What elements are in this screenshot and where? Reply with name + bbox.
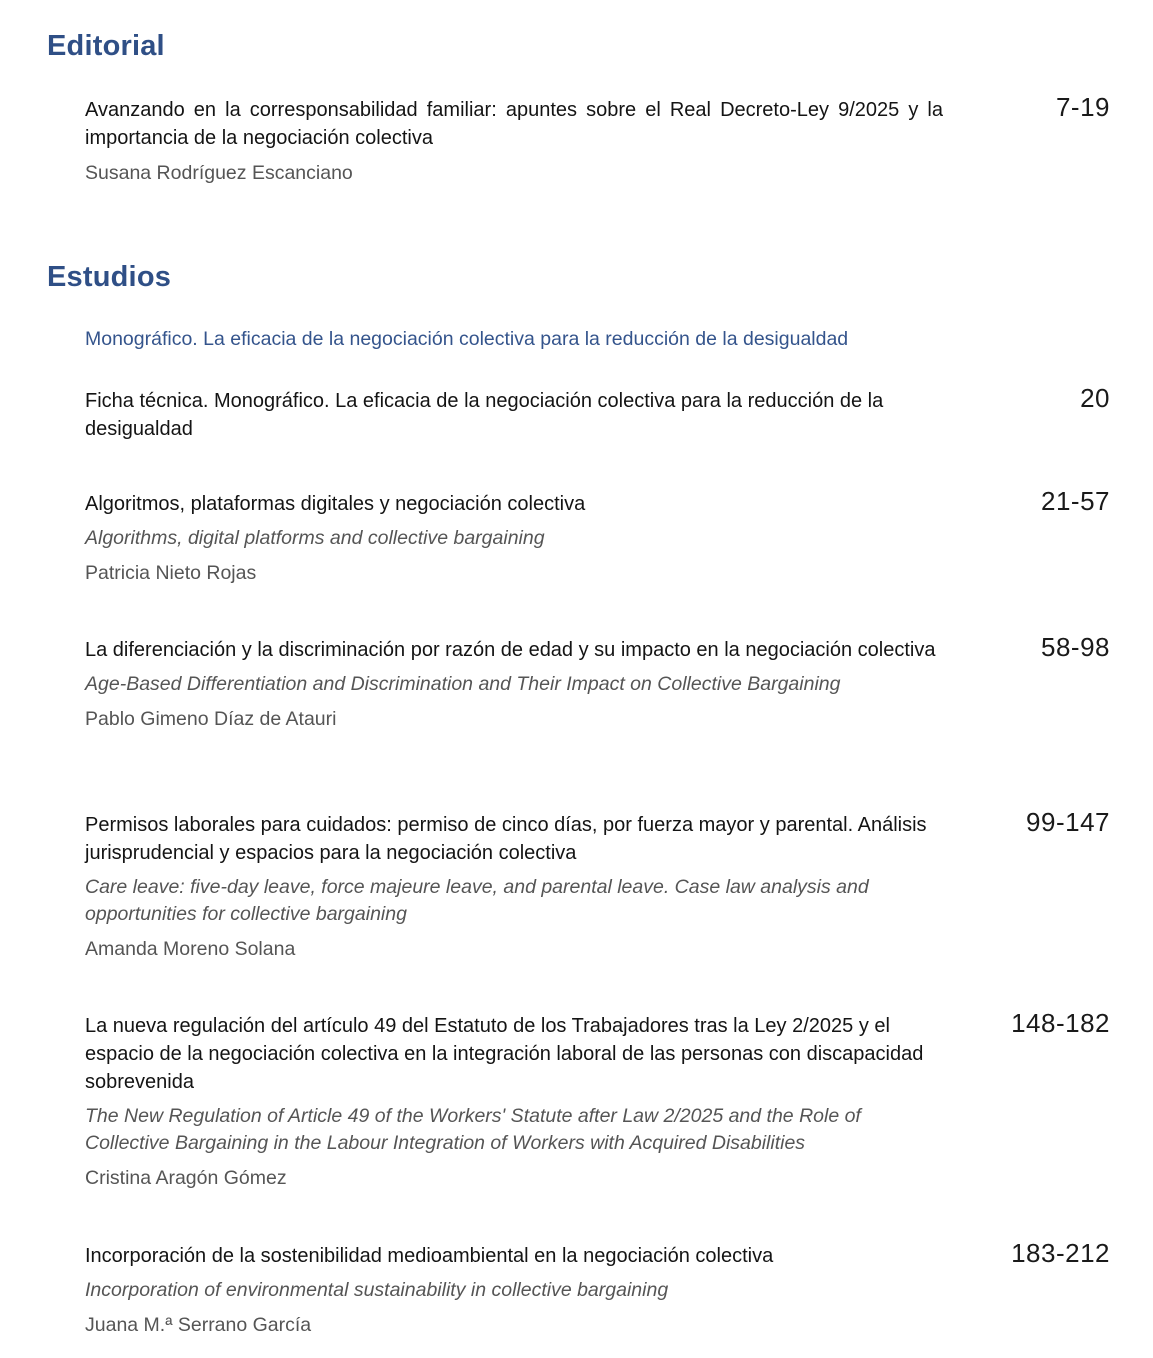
entry-author: Cristina Aragón Gómez — [85, 1167, 287, 1189]
entry-author: Juana M.ª Serrano García — [85, 1314, 312, 1336]
toc-entry[interactable] — [85, 632, 1110, 733]
entry-pages: 58-98 — [1041, 632, 1110, 662]
entry-pages: 183-212 — [1011, 1238, 1110, 1268]
entry-pages: 99-147 — [1026, 807, 1110, 837]
entry-pages: 148-182 — [1011, 1008, 1110, 1038]
entry-subtitle: Algorithms, digital platforms and collective bargaining — [85, 527, 545, 549]
entry-subtitle: The New Regulation of Article 49 of the Workers' Statute after Law 2/2025 and the Role of Collective Bargaining in the Labour Integration of Workers with Acquired Disabilities — [85, 1105, 861, 1154]
entry-subtitle: Incorporation of environmental sustainability in collective bargaining — [85, 1279, 669, 1301]
toc-entry[interactable] — [85, 383, 1110, 443]
toc-entry[interactable] — [85, 486, 1110, 587]
toc-entry[interactable] — [85, 1238, 1110, 1339]
entry-title[interactable]: Permisos laborales para cuidados: permiso de cinco días, por fuerza mayor y parental. Análisis jurisprudencial y espacios para la negociación colectiva — [85, 814, 927, 864]
entry-author: Pablo Gimeno Díaz de Atauri — [85, 708, 337, 730]
entry-title[interactable]: La nueva regulación del artículo 49 del Estatuto de los Trabajadores tras la Ley 2/2025 y el espacio de la negociación colectiva en la integración laboral de las personas con discapacidad sobrevenida — [85, 1015, 924, 1093]
toc-entry[interactable] — [85, 1008, 1110, 1192]
entry-title[interactable]: Avanzando en la corresponsabilidad familiar: apuntes sobre el Real Decreto-Ley 9/2025 y la importancia de la negociación colectiva — [85, 99, 943, 149]
entry-title[interactable]: La diferenciación y la discriminación por razón de edad y su impacto en la negociación colectiva — [85, 639, 936, 661]
toc-entry[interactable] — [85, 92, 1110, 187]
monographic-subheading: Monográfico. La eficacia de la negociación colectiva para la reducción de la desigualdad — [85, 328, 849, 350]
entry-title[interactable]: Incorporación de la sostenibilidad medioambiental en la negociación colectiva — [85, 1245, 774, 1267]
entry-pages: 21-57 — [1041, 486, 1110, 516]
entry-subtitle: Age-Based Differentiation and Discrimination and Their Impact on Collective Bargaining — [85, 673, 841, 695]
section-heading-editorial: Editorial — [47, 30, 165, 62]
entry-author: Patricia Nieto Rojas — [85, 562, 257, 584]
entry-pages: 7-19 — [1055, 92, 1110, 122]
entry-title[interactable]: Algoritmos, plataformas digitales y negociación colectiva — [85, 493, 586, 515]
entry-author: Amanda Moreno Solana — [85, 938, 296, 960]
entry-author: Susana Rodríguez Escanciano — [85, 162, 353, 184]
section-heading-estudios: Estudios — [47, 261, 172, 293]
entry-title[interactable]: Ficha técnica. Monográfico. La eficacia de la negociación colectiva para la reducción de la desigualdad — [85, 390, 884, 440]
toc-entry[interactable] — [85, 807, 1110, 963]
entry-pages: 20 — [1080, 383, 1110, 413]
entry-subtitle: Care leave: five-day leave, force majeure leave, and parental leave. Case law analysis and opportunities for collective bargaining — [85, 876, 869, 925]
